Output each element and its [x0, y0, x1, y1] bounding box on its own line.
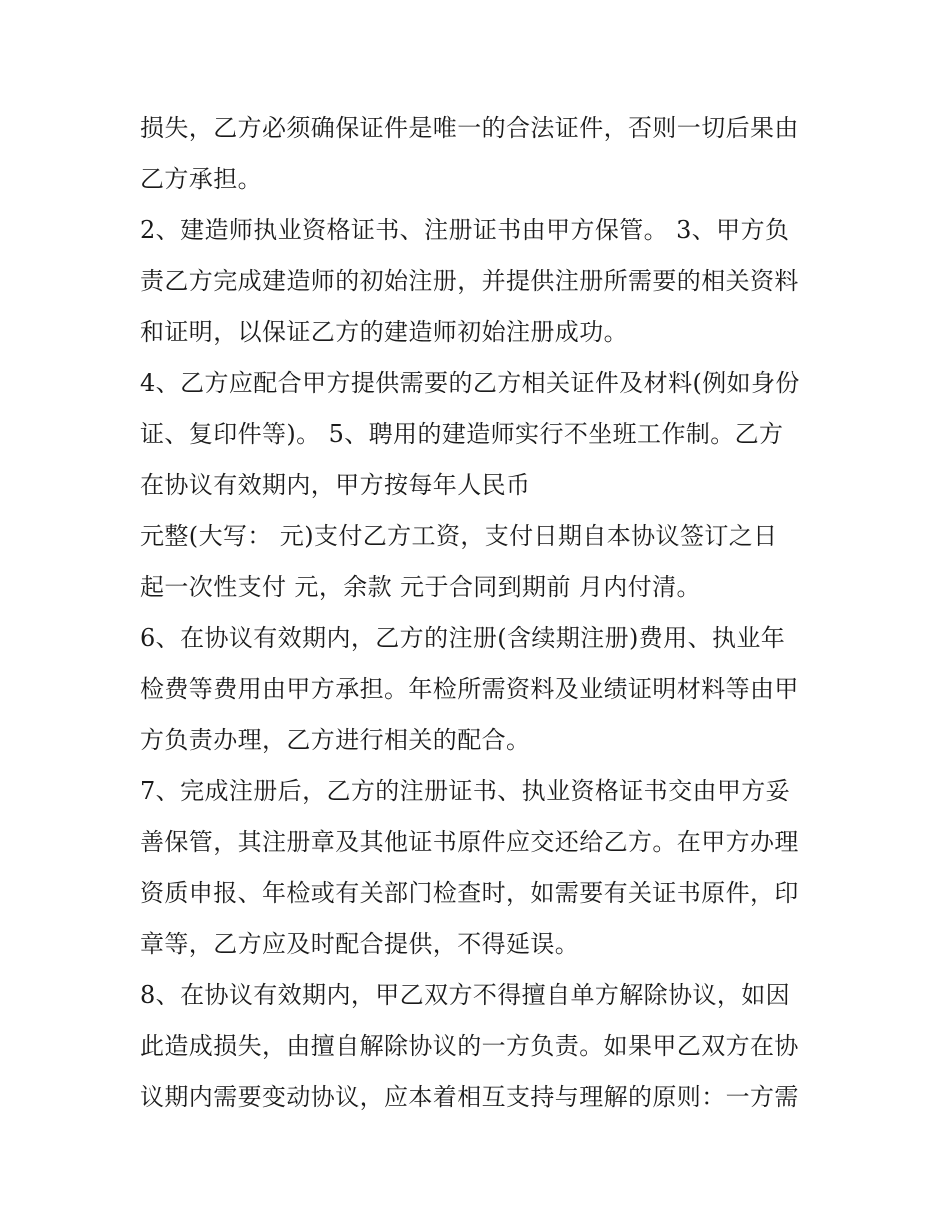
text-line-14: 7、完成注册后，乙方的注册证书、执业资格证书交由甲方妥: [140, 777, 791, 805]
text-line-9: 元整(大写： 元)支付乙方工资，支付日期自本协议签订之日: [140, 522, 778, 550]
text-line-12: 检费等费用由甲方承担。年检所需资料及业绩证明材料等由甲: [140, 675, 799, 703]
text-line-20: 议期内需要变动协议，应本着相互支持与理解的原则：一方需: [140, 1083, 799, 1111]
text-line-15: 善保管，其注册章及其他证书原件应交还给乙方。在甲方办理: [140, 828, 799, 856]
text-line-7: 证、复印件等)。 5、聘用的建造师实行不坐班工作制。乙方: [140, 420, 784, 448]
text-line-10: 起一次性支付 元，余款 元于合同到期前 月内付清。: [140, 573, 701, 601]
text-line-11: 6、在协议有效期内，乙方的注册(含续期注册)费用、执业年: [140, 624, 786, 652]
text-line-8: 在协议有效期内，甲方按每年人民币: [140, 471, 531, 499]
text-line-2: 乙方承担。: [140, 165, 262, 193]
text-line-18: 8、在协议有效期内，甲乙双方不得擅自单方解除协议，如因: [140, 981, 791, 1009]
text-line-1: 损失，乙方必须确保证件是唯一的合法证件，否则一切后果由: [140, 114, 799, 142]
document-body: [140, 107, 830, 1127]
text-line-19: 此造成损失，由擅自解除协议的一方负责。如果甲乙双方在协: [140, 1032, 799, 1060]
text-line-5: 和证明，以保证乙方的建造师初始注册成功。: [140, 318, 628, 346]
text-line-4: 责乙方完成建造师的初始注册，并提供注册所需要的相关资料: [140, 267, 799, 295]
text-line-13: 方负责办理，乙方进行相关的配合。: [140, 726, 531, 754]
text-line-17: 章等，乙方应及时配合提供，不得延误。: [140, 930, 580, 958]
text-line-16: 资质申报、年检或有关部门检查时，如需要有关证书原件，印: [140, 879, 799, 907]
text-line-6: 4、乙方应配合甲方提供需要的乙方相关证件及材料(例如身份: [140, 369, 800, 397]
text-line-3: 2、建造师执业资格证书、注册证书由甲方保管。 3、甲方负: [140, 216, 790, 244]
